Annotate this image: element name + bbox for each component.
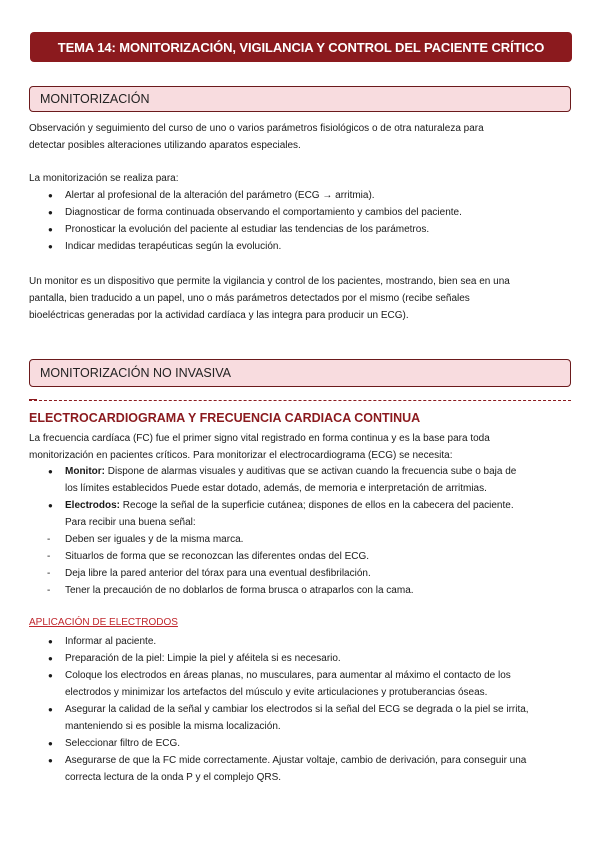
monitor-line: pantalla, bien traducido a un papel, uno o más parámetros detectados por el mismo (recibe señales	[29, 293, 470, 304]
list-item: ● Informar al paciente.	[29, 633, 574, 650]
ecg-paragraph	[29, 430, 574, 464]
monitor-line: Un monitor es un dispositivo que permite la vigilancia y control de los pacientes, mostrando, bien sea en una	[29, 276, 510, 287]
list-line: electrodos y minimizar los artefactos del músculo y evite articulaciones y protuberancias óseas.	[65, 687, 488, 698]
page-title: TEMA 14: MONITORIZACIÓN, VIGILANCIA Y CONTROL DEL PACIENTE CRÍTICO	[30, 32, 572, 62]
monitor-line: bioeléctricas generadas por la actividad cardíaca y las integra para producir un ECG).	[29, 310, 409, 321]
list-item-monitor	[29, 463, 574, 497]
purpose-list	[29, 187, 574, 255]
list-item	[29, 752, 574, 786]
list-item: - Situarlos de forma que se reconozcan las diferentes ondas del ECG.	[29, 548, 574, 565]
divider	[29, 400, 571, 401]
list-item: - Deja libre la pared anterior del tórax para una eventual desfibrilación.	[29, 565, 574, 582]
list-item: ● Diagnosticar de forma continuada observando el comportamiento y cambios del paciente.	[29, 204, 574, 221]
section-heading-no-invasiva: MONITORIZACIÓN NO INVASIVA	[29, 359, 571, 387]
list-line: correcta lectura de la onda P y el complejo QRS.	[65, 772, 282, 783]
monitor-paragraph	[29, 273, 574, 324]
list-item	[29, 667, 574, 701]
list-item: - Deben ser iguales y de la misma marca.	[29, 531, 574, 548]
intro-text: La monitorización se realiza para:	[29, 173, 179, 184]
list-item-electrodos	[29, 497, 574, 531]
list-item: ● Pronosticar la evolución del paciente al estudiar las tendencias de los parámetros.	[29, 221, 574, 238]
list-line: Coloque los electrodos en áreas planas, no musculares, para aumentar al máximo el contacto de los	[65, 670, 511, 681]
definition-line: detectar posibles alteraciones utilizando aparatos especiales.	[29, 140, 301, 151]
list-item: ● Seleccionar filtro de ECG.	[29, 735, 574, 752]
list-line: Asegurarse de que la FC mide correctamente. Ajustar voltaje, cambio de derivación, para conseguir una	[65, 755, 527, 766]
list-item: ● Preparación de la piel: Limpie la piel y aféitela si es necesario.	[29, 650, 574, 667]
aplicacion-list	[29, 633, 574, 786]
monitor-text: los límites establecidos Puede estar dotado, además, de memoria e interpretación de arritmias.	[65, 483, 487, 494]
monitor-label: Monitor:	[65, 466, 105, 477]
ecg-heading: ELECTROCARDIOGRAMA Y FRECUENCIA CARDIACA CONTINUA	[29, 411, 421, 425]
list-item: ● Indicar medidas terapéuticas según la evolución.	[29, 238, 574, 255]
electrode-tips-list	[29, 531, 574, 599]
ecg-line: monitorización en pacientes críticos. Para monitorizar el electrocardiograma (ECG) se necesita:	[29, 450, 453, 461]
definition-paragraph	[29, 120, 574, 154]
list-line: manteniendo si es posible la misma localización.	[65, 721, 281, 732]
definition-line: Observación y seguimiento del curso de uno o varios parámetros fisiológicos o de otra naturaleza para	[29, 123, 484, 134]
ecg-line: La frecuencia cardíaca (FC) fue el primer signo vital registrado en forma continua y es la base para toda	[29, 433, 490, 444]
aplicacion-heading: APLICACIÓN DE ELECTRODOS	[29, 617, 178, 628]
list-item: ● Alertar al profesional de la alteración del parámetro (ECG → arritmia).	[29, 187, 574, 204]
list-line: Asegurar la calidad de la señal y cambiar los electrodos si la señal del ECG se degrada o la piel se irrita,	[65, 704, 529, 715]
section-heading-monitorizacion: MONITORIZACIÓN	[29, 86, 571, 112]
monitor-text: Dispone de alarmas visuales y auditivas que se activan cuando la frecuencia sube o baja de	[105, 466, 517, 477]
electrodes-label: Electrodos:	[65, 500, 121, 511]
electrodes-text: Para recibir una buena señal:	[65, 517, 196, 528]
equipment-list	[29, 463, 574, 531]
list-item: - Tener la precaución de no doblarlos de forma brusca o atraparlos con la cama.	[29, 582, 574, 599]
electrodes-text: Recoge la señal de la superficie cutánea; dispones de ellos en la cabecera del paciente.	[120, 500, 514, 511]
list-item	[29, 701, 574, 735]
